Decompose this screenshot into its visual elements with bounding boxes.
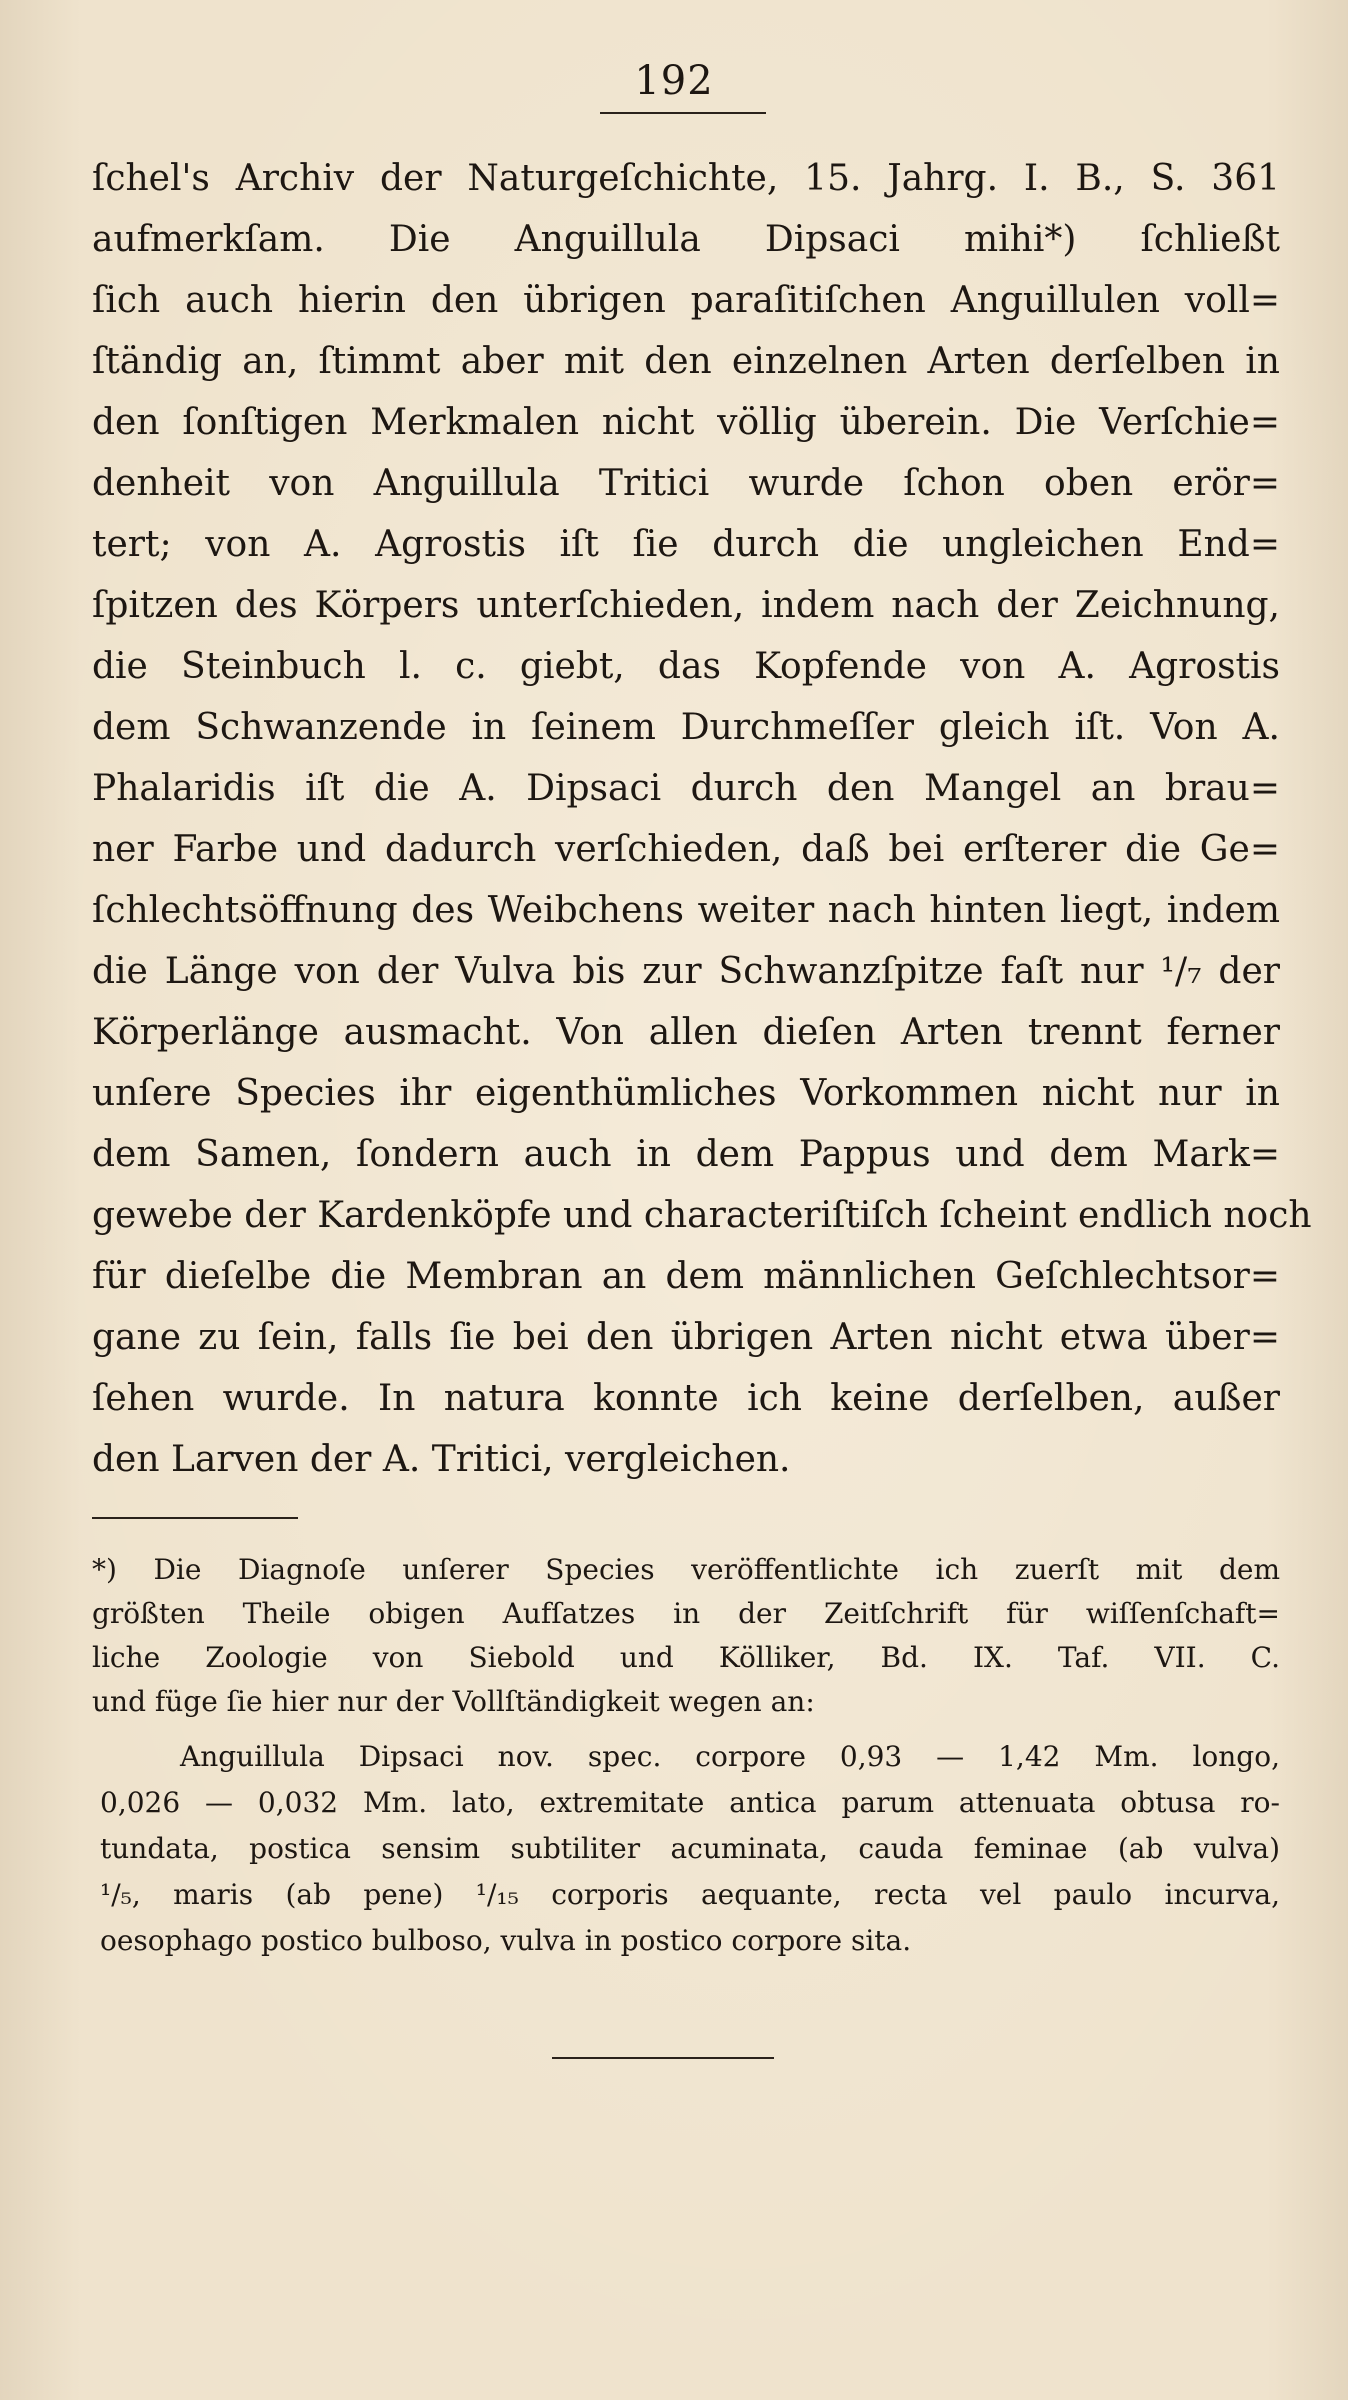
text-line: ner Farbe und dadurch verſchieden, daß bei erſterer die Ge= (92, 829, 1280, 870)
text-line: ſich auch hierin den übrigen paraſitiſchen Anguillulen voll= (92, 280, 1280, 321)
header-rule (600, 112, 766, 114)
diagnosis-line: 0,026 — 0,032 Mm. lato, extremitate antica parum attenuata obtusa ro- (100, 1786, 1280, 1819)
text-line: gewebe der Kardenköpfe und characteriſtiſch ſcheint endlich noch (92, 1195, 1312, 1236)
diagnosis-line: ¹/₅, maris (ab pene) ¹/₁₅ corporis aequante, recta vel paulo incurva, (100, 1878, 1280, 1911)
text-line: Phalaridis iſt die A. Dipsaci durch den Mangel an brau= (92, 768, 1280, 809)
diagnosis-line: Anguillula Dipsaci nov. spec. corpore 0,93 — 1,42 Mm. longo, (180, 1740, 1280, 1773)
text-line: Körperlänge ausmacht. Von allen dieſen Arten trennt ferner (92, 1012, 1280, 1053)
text-line: aufmerkſam. Die Anguillula Dipsaci mihi*) ſchließt (92, 219, 1280, 260)
footnote (92, 1548, 1280, 1724)
footnote-rule (92, 1517, 298, 1519)
diagnosis-line: oesophago postico bulboso, vulva in postico corpore sita. (100, 1924, 912, 1957)
footnote-line: liche Zoologie von Siebold und Kölliker, Bd. IX. Taf. VII. C. (92, 1641, 1280, 1674)
diagnosis-line: tundata, postica sensim subtiliter acuminata, cauda feminae (ab vulva) (100, 1832, 1280, 1865)
text-line: ſehen wurde. In natura konnte ich keine derſelben, außer (92, 1378, 1280, 1419)
main-text (92, 148, 1312, 1490)
footnote-line: *) Die Diagnoſe unſerer Species veröffentlichte ich zuerſt mit dem (92, 1553, 1280, 1586)
text-line: gane zu ſein, falls ſie bei den übrigen Arten nicht etwa über= (92, 1317, 1280, 1358)
latin-diagnosis (100, 1734, 1280, 1964)
footnote-line: und füge ſie hier nur der Vollſtändigkeit wegen an: (92, 1685, 815, 1718)
text-line: dem Schwanzende in ſeinem Durchmeſſer gleich iſt. Von A. (92, 707, 1280, 748)
text-line: den Larven der A. Tritici, vergleichen. (92, 1439, 791, 1480)
text-line: denheit von Anguillula Tritici wurde ſchon oben erör= (92, 463, 1280, 504)
footnote-line: größten Theile obigen Aufſatzes in der Zeitſchrift für wiſſenſchaft= (92, 1597, 1280, 1630)
text-line: dem Samen, ſondern auch in dem Pappus und dem Mark= (92, 1134, 1280, 1175)
text-line: die Länge von der Vulva bis zur Schwanzſpitze faſt nur ¹/₇ der (92, 951, 1280, 992)
text-line: den ſonſtigen Merkmalen nicht völlig überein. Die Verſchie= (92, 402, 1280, 443)
text-line: ſtändig an, ſtimmt aber mit den einzelnen Arten derſelben in (92, 341, 1280, 382)
text-line: ſchel's Archiv der Naturgeſchichte, 15. Jahrg. I. B., S. 361 (92, 158, 1280, 199)
text-line: unſere Species ihr eigenthümliches Vorkommen nicht nur in (92, 1073, 1280, 1114)
text-line: ſchlechtsöffnung des Weibchens weiter nach hinten liegt, indem (92, 890, 1280, 931)
page-number: 192 (634, 58, 714, 104)
end-rule (552, 2057, 774, 2059)
text-line: ſpitzen des Körpers unterſchieden, indem nach der Zeichnung, (92, 585, 1280, 626)
text-line: die Steinbuch l. c. giebt, das Kopfende von A. Agrostis (92, 646, 1280, 687)
text-line: für dieſelbe die Membran an dem männlichen Geſchlechtsor= (92, 1256, 1280, 1297)
text-line: tert; von A. Agrostis iſt ſie durch die ungleichen End= (92, 524, 1280, 565)
